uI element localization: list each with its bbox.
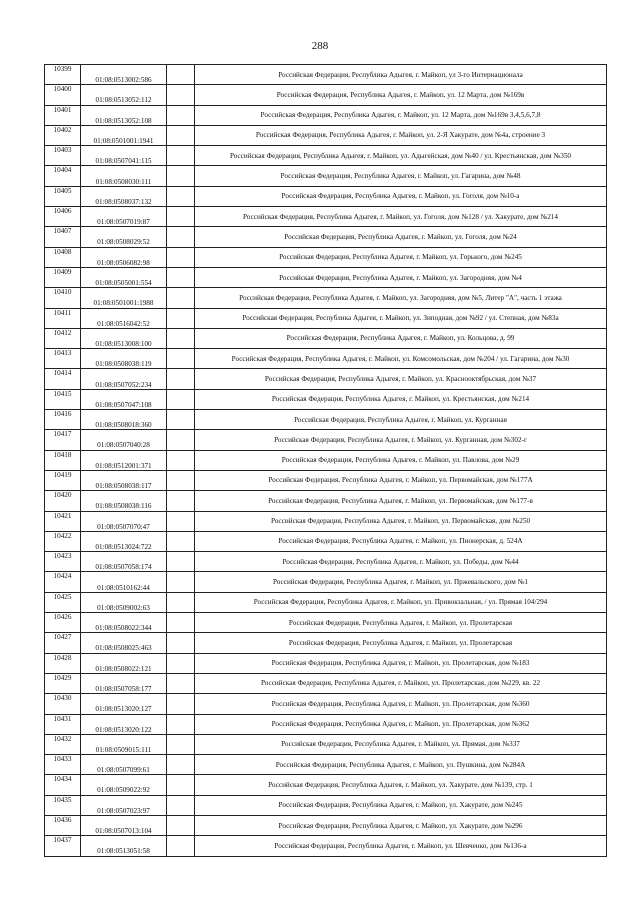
record-number-cell: 10430 (45, 694, 81, 714)
empty-cell (167, 653, 195, 673)
cadastral-number-cell: 01:08:0513051:58 (81, 836, 167, 856)
record-number-cell: 10426 (45, 613, 81, 633)
table-row (45, 166, 607, 186)
cadastral-number-cell: 01:08:0508018:360 (81, 410, 167, 430)
table-row (45, 450, 607, 470)
record-number-cell: 10408 (45, 247, 81, 267)
record-number-cell: 10422 (45, 531, 81, 551)
cadastral-number-cell: 01:08:0507070:47 (81, 511, 167, 531)
cadastral-number-cell: 01:08:0513020:122 (81, 714, 167, 734)
table-row (45, 613, 607, 633)
cadastral-number-cell: 01:08:0501001:1941 (81, 125, 167, 145)
record-number-cell: 10435 (45, 795, 81, 815)
address-cell: Российская Федерация, Республика Адыгея, г. Майкоп, ул. Прямая, дом №337 (195, 734, 607, 754)
cadastral-number-cell: 01:08:0509015:111 (81, 734, 167, 754)
empty-cell (167, 592, 195, 612)
empty-cell (167, 673, 195, 693)
address-cell: Российская Федерация, Республика Адыгея, г. Майкоп, ул. Пролетарская, дом №183 (195, 653, 607, 673)
address-cell: Российская Федерация, Республика Адыгея, г. Майкоп, ул. Загородняя, дом №5, Литер "А", часть 1 этажа (195, 288, 607, 308)
record-number-cell: 10403 (45, 146, 81, 166)
record-number-cell: 10410 (45, 288, 81, 308)
table-row (45, 65, 607, 85)
address-cell: Российская Федерация, Республика Адыгея, г. Майкоп, ул. 2-Я Хакурате, дом №4а, строение 3 (195, 125, 607, 145)
table-row (45, 328, 607, 348)
table-row (45, 430, 607, 450)
empty-cell (167, 349, 195, 369)
table-row (45, 186, 607, 206)
address-cell: Российская Федерация, Республика Адыгея, г. Майкоп, ул. Пролетарская, дом №360 (195, 694, 607, 714)
page-number: 288 (311, 40, 329, 52)
address-cell: Российская Федерация, Республика Адыгея, г. Майкоп, ул. Хакурате, дом №245 (195, 795, 607, 815)
record-number-cell: 10437 (45, 836, 81, 856)
record-number-cell: 10404 (45, 166, 81, 186)
table-row (45, 714, 607, 734)
table-row (45, 105, 607, 125)
empty-cell (167, 734, 195, 754)
record-number-cell: 10431 (45, 714, 81, 734)
record-number-cell: 10419 (45, 470, 81, 490)
cadastral-number-cell: 01:08:0508022:121 (81, 653, 167, 673)
address-cell: Российская Федерация, Республика Адыгея, г. Майкоп, ул. Комсомольская, дом №204 / ул. Гагарина, дом №30 (195, 349, 607, 369)
cadastral-number-cell: 01:08:0507058:177 (81, 673, 167, 693)
cadastral-number-cell: 01:08:0510162:44 (81, 572, 167, 592)
address-cell: Российская Федерация, Республика Адыгея, г. Майкоп, ул. Привокзальная, / ул. Прямая 104/294 (195, 592, 607, 612)
empty-cell (167, 308, 195, 328)
address-cell: Российская Федерация, Республика Адыгея, г. Майкоп, ул. Первомайская, дом №177-в (195, 491, 607, 511)
cadastral-number-cell: 01:08:0508038:116 (81, 491, 167, 511)
empty-cell (167, 795, 195, 815)
empty-cell (167, 146, 195, 166)
record-number-cell: 10400 (45, 85, 81, 105)
table-row (45, 836, 607, 856)
empty-cell (167, 491, 195, 511)
record-number-cell: 10434 (45, 775, 81, 795)
empty-cell (167, 389, 195, 409)
empty-cell (167, 328, 195, 348)
record-number-cell: 10432 (45, 734, 81, 754)
empty-cell (167, 369, 195, 389)
empty-cell (167, 450, 195, 470)
address-cell: Российская Федерация, Республика Адыгея, г. Майкоп, ул. Гоголя, дом №24 (195, 227, 607, 247)
cadastral-number-cell: 01:08:0513020:127 (81, 694, 167, 714)
table-row (45, 734, 607, 754)
record-number-cell: 10406 (45, 207, 81, 227)
table-row (45, 267, 607, 287)
table-row (45, 633, 607, 653)
empty-cell (167, 694, 195, 714)
record-number-cell: 10414 (45, 369, 81, 389)
empty-cell (167, 65, 195, 85)
address-cell: Российская Федерация, Республика Адыгея, г. Майкоп, ул. Первомайская, дом №177А (195, 470, 607, 490)
record-number-cell: 10425 (45, 592, 81, 612)
table-row (45, 308, 607, 328)
record-number-cell: 10412 (45, 328, 81, 348)
cadastral-number-cell: 01:08:0507023:97 (81, 795, 167, 815)
empty-cell (167, 613, 195, 633)
address-cell: Российская Федерация, Республика Адыгея, г. Майкоп, ул. Пушкина, дом №284А (195, 755, 607, 775)
address-cell: Российская Федерация, Республика Адыгея, г. Майкоп, ул. Адыгейская, дом №40 / ул. Крестьянская, дом №350 (195, 146, 607, 166)
table-row (45, 207, 607, 227)
record-number-cell: 10427 (45, 633, 81, 653)
record-number-cell: 10407 (45, 227, 81, 247)
empty-cell (167, 633, 195, 653)
address-cell: Российская Федерация, Республика Адыгея, г. Майкоп, ул. Первомайская, дом №250 (195, 511, 607, 531)
table-row (45, 247, 607, 267)
empty-cell (167, 815, 195, 835)
record-number-cell: 10436 (45, 815, 81, 835)
address-cell: Российская Федерация, Республика Адыгея, г. Майкоп, ул. Кольцова, д. 99 (195, 328, 607, 348)
address-cell: Российская Федерация, Республика Адыгея, г. Майкоп, ул. Пролетарская (195, 633, 607, 653)
empty-cell (167, 186, 195, 206)
table-row (45, 491, 607, 511)
table-row (45, 227, 607, 247)
record-number-cell: 10399 (45, 65, 81, 85)
cadastral-number-cell: 01:08:0507099:61 (81, 755, 167, 775)
table-row (45, 795, 607, 815)
cadastral-number-cell: 01:08:0508029:52 (81, 227, 167, 247)
table-row (45, 592, 607, 612)
record-number-cell: 10401 (45, 105, 81, 125)
cadastral-number-cell: 01:08:0513002:586 (81, 65, 167, 85)
table-row (45, 815, 607, 835)
cadastral-number-cell: 01:08:0513052:108 (81, 105, 167, 125)
record-number-cell: 10418 (45, 450, 81, 470)
cadastral-number-cell: 01:08:0513008:100 (81, 328, 167, 348)
empty-cell (167, 836, 195, 856)
address-cell: Российская Федерация, Республика Адыгея, г. Майкоп, ул. Гоголя, дом №128 / ул. Хакурате, дом №214 (195, 207, 607, 227)
cadastral-number-cell: 01:08:0508022:344 (81, 613, 167, 633)
cadastral-number-cell: 01:08:0513052:112 (81, 85, 167, 105)
address-cell: Российская Федерация, Республика Адыгея, г. Майкоп, ул. Краснооктябрьская, дом №37 (195, 369, 607, 389)
record-number-cell: 10413 (45, 349, 81, 369)
cadastral-number-cell: 01:08:0507040:28 (81, 430, 167, 450)
cadastral-number-cell: 01:08:0507041:115 (81, 146, 167, 166)
empty-cell (167, 531, 195, 551)
empty-cell (167, 775, 195, 795)
table-row (45, 775, 607, 795)
empty-cell (167, 207, 195, 227)
address-cell: Российская Федерация, Республика Адыгея, г. Майкоп, ул. Шевченко, дом №136-а (195, 836, 607, 856)
empty-cell (167, 430, 195, 450)
record-number-cell: 10428 (45, 653, 81, 673)
table-row (45, 146, 607, 166)
address-cell: Российская Федерация, Республика Адыгея, г. Майкоп, ул. Пролетарская, дом №362 (195, 714, 607, 734)
empty-cell (167, 85, 195, 105)
address-cell: Российская Федерация, Республика Адыгея, г. Майкоп, ул. Победы, дом №44 (195, 552, 607, 572)
empty-cell (167, 166, 195, 186)
empty-cell (167, 714, 195, 734)
record-number-cell: 10409 (45, 267, 81, 287)
table-row (45, 694, 607, 714)
address-cell: Российская Федерация, Республика Адыгея, г. Майкоп, ул. Пионерская, д. 524А (195, 531, 607, 551)
empty-cell (167, 470, 195, 490)
table-row (45, 288, 607, 308)
empty-cell (167, 572, 195, 592)
table-row (45, 572, 607, 592)
address-cell: Российская Федерация, Республика Адыгея, г. Майкоп, ул. Хакурате, дом №296 (195, 815, 607, 835)
cadastral-number-cell: 01:08:0508037:132 (81, 186, 167, 206)
table-row (45, 552, 607, 572)
empty-cell (167, 247, 195, 267)
table-body (45, 65, 607, 857)
table-row (45, 531, 607, 551)
cadastral-number-cell: 01:08:0509022:92 (81, 775, 167, 795)
cadastral-number-cell: 01:08:0508038:117 (81, 470, 167, 490)
record-number-cell: 10429 (45, 673, 81, 693)
address-cell: Российская Федерация, Республика Адыгея, г. Майкоп, ул. 12 Марта, дом №169в (195, 85, 607, 105)
address-cell: Российская Федерация, Республика Адыгея, г. Майкоп, ул. Пржевальского, дом №1 (195, 572, 607, 592)
table-row (45, 85, 607, 105)
cadastral-number-cell: 01:08:0507019:87 (81, 207, 167, 227)
table-row (45, 673, 607, 693)
record-number-cell: 10433 (45, 755, 81, 775)
cadastral-number-cell: 01:08:0507047:108 (81, 389, 167, 409)
address-cell: Российская Федерация, Республика Адыгея, г. Майкоп, ул. Пролетарская (195, 613, 607, 633)
empty-cell (167, 227, 195, 247)
cadastral-number-cell: 01:08:0516042:52 (81, 308, 167, 328)
record-number-cell: 10416 (45, 410, 81, 430)
cadastral-number-cell: 01:08:0501001:1988 (81, 288, 167, 308)
record-number-cell: 10417 (45, 430, 81, 450)
empty-cell (167, 410, 195, 430)
cadastral-number-cell: 01:08:0507058:174 (81, 552, 167, 572)
address-cell: Российская Федерация, Республика Адыгея, г. Майкоп, ул. Курганная, дом №302-г (195, 430, 607, 450)
record-number-cell: 10423 (45, 552, 81, 572)
empty-cell (167, 105, 195, 125)
address-cell: Российская Федерация, Республика Адыгея, г. Майкоп, ул. Павлова, дом №29 (195, 450, 607, 470)
address-cell: Российская Федерация, Республика Адыгея, г. Майкоп, ул. Горького, дом №245 (195, 247, 607, 267)
table-row (45, 755, 607, 775)
record-number-cell: 10415 (45, 389, 81, 409)
record-number-cell: 10424 (45, 572, 81, 592)
address-cell: Российская Федерация, Республика Адыгея, г. Майкоп, ул 3-го Интернационала (195, 65, 607, 85)
cadastral-number-cell: 01:08:0513024:722 (81, 531, 167, 551)
address-cell: Российская Федерация, Республика Адыгея, г. Майкоп, ул. Курганная (195, 410, 607, 430)
table-row (45, 125, 607, 145)
cadastral-number-cell: 01:08:0509002:63 (81, 592, 167, 612)
empty-cell (167, 125, 195, 145)
empty-cell (167, 552, 195, 572)
cadastral-number-cell: 01:08:0512001:371 (81, 450, 167, 470)
cadastral-number-cell: 01:08:0507052:234 (81, 369, 167, 389)
table-row (45, 653, 607, 673)
empty-cell (167, 755, 195, 775)
empty-cell (167, 511, 195, 531)
cadastral-number-cell: 01:08:0508030:111 (81, 166, 167, 186)
record-number-cell: 10402 (45, 125, 81, 145)
table-row (45, 470, 607, 490)
address-cell: Российская Федерация, Республика Адыгея, г. Майкоп, ул. Хакурате, дом №139, стр. 1 (195, 775, 607, 795)
empty-cell (167, 288, 195, 308)
record-number-cell: 10420 (45, 491, 81, 511)
table-row (45, 389, 607, 409)
empty-cell (167, 267, 195, 287)
address-cell: Российская Федерация, Республика Адыгея, г. Майкоп, ул. Гоголя, дом №10-а (195, 186, 607, 206)
cadastral-number-cell: 01:08:0508025:463 (81, 633, 167, 653)
record-number-cell: 10405 (45, 186, 81, 206)
address-cell: Российская Федерация, Республика Адыгея, г. Майкоп, ул. 12 Марта, дом №169в 3,4,5,6,7,8 (195, 105, 607, 125)
record-number-cell: 10411 (45, 308, 81, 328)
table-row (45, 410, 607, 430)
address-cell: Российская Федерация, Республика Адыгея, г. Майкоп, ул. Гагарина, дом №48 (195, 166, 607, 186)
table-row (45, 369, 607, 389)
address-cell: Российская Федерация, Республика Адыгея, г. Майкоп, ул. Загородняя, дом №4 (195, 267, 607, 287)
table-row (45, 349, 607, 369)
property-table (44, 64, 607, 857)
address-cell: Российская Федерация, Республика Адыгея, г. Майкоп, ул. Крестьянская, дом №214 (195, 389, 607, 409)
cadastral-number-cell: 01:08:0508038:119 (81, 349, 167, 369)
cadastral-number-cell: 01:08:0507013:104 (81, 815, 167, 835)
address-cell: Российская Федерация, Республика Адыгея, г. Майкоп, ул. Зиподная, дом №92 / ул. Степная, дом №83а (195, 308, 607, 328)
table-row (45, 511, 607, 531)
cadastral-number-cell: 01:08:0506082:98 (81, 247, 167, 267)
cadastral-number-cell: 01:08:0505001:554 (81, 267, 167, 287)
address-cell: Российская Федерация, Республика Адыгея, г. Майкоп, ул. Пролетарская, дом №229, кв. 22 (195, 673, 607, 693)
record-number-cell: 10421 (45, 511, 81, 531)
